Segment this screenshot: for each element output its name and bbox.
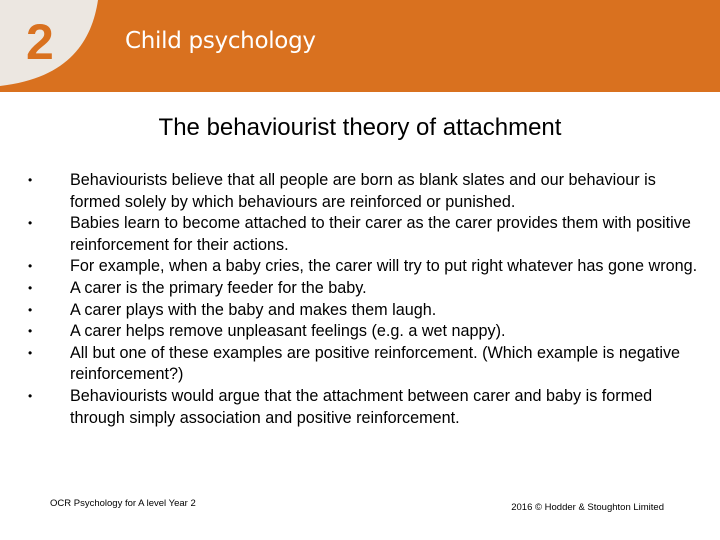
badge-swoosh-icon (0, 0, 108, 92)
bullet-dot: • (28, 388, 33, 403)
bullet-dot: • (28, 173, 33, 187)
bullet-item (28, 386, 708, 429)
bullet-text: A carer plays with the baby and makes them laugh. (70, 300, 437, 319)
bullet-item (28, 170, 708, 213)
chapter-number: 2 (26, 14, 54, 70)
bullet-item (28, 300, 708, 322)
bullet-text: All but one of these examples are positive reinforcement. (Which example is negative reinforcement?) (70, 343, 681, 384)
bullet-text: A carer helps remove unpleasant feelings (e.g. a wet nappy). (70, 322, 506, 341)
chapter-badge (0, 0, 108, 92)
bullet-dot: • (28, 345, 33, 360)
bullet-dot: • (28, 302, 33, 317)
header-bar (0, 0, 720, 92)
bullet-dot: • (28, 324, 33, 339)
bullet-item (28, 343, 708, 386)
bullet-item (28, 321, 708, 343)
bullet-list (28, 170, 708, 429)
footer-copyright: 2016 © Hodder & Stoughton Limited (511, 502, 664, 513)
bullet-item (28, 213, 708, 256)
bullet-item (28, 256, 708, 278)
bullet-text: For example, when a baby cries, the carer will try to put right whatever has gone wrong. (70, 257, 698, 276)
bullet-dot: • (28, 280, 33, 295)
bullet-text: Behaviourists would argue that the attachment between carer and baby is formed through simply association and positive reinforcement. (70, 386, 653, 427)
bullet-dot: • (28, 216, 33, 231)
slide-title: The behaviourist theory of attachment (158, 114, 562, 141)
bullet-text: A carer is the primary feeder for the baby. (70, 278, 367, 297)
bullet-text: Babies learn to become attached to their carer as the carer provides them with positive reinforcement for their actions. (70, 214, 691, 254)
bullet-dot: • (28, 259, 33, 274)
bullet-item (28, 278, 708, 300)
bullet-text: Behaviourists believe that all people are born as blank slates and our behaviour is formed solely by which behaviours are reinforced or punished. (70, 171, 656, 211)
footer-book-title: OCR Psychology for A level Year 2 (50, 498, 196, 509)
header-title: Child psychology (125, 28, 316, 54)
